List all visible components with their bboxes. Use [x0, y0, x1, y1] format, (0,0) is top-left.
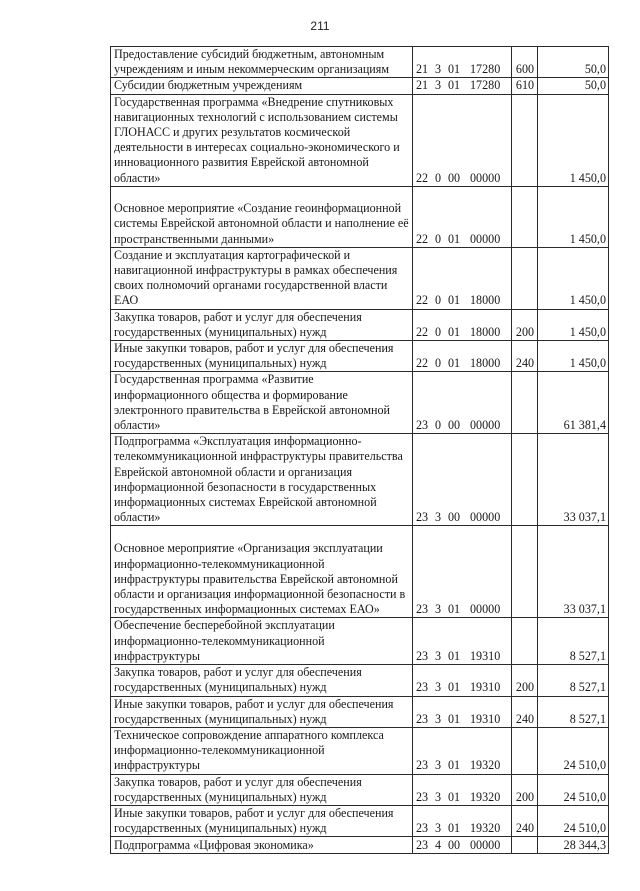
row-expense-type: 240 — [512, 805, 538, 836]
table-row — [111, 618, 609, 665]
row-code-part: 3 — [435, 821, 442, 836]
row-sum: 24 510,0 — [538, 727, 609, 774]
row-code-part: 4 — [435, 838, 442, 853]
row-expense-type — [512, 618, 538, 665]
row-sum: 33 037,1 — [538, 434, 609, 526]
row-code-part: 00000 — [470, 838, 501, 853]
table-row — [111, 526, 609, 618]
row-code-part: 00 — [448, 838, 461, 853]
row-code-part: 0 — [435, 418, 442, 433]
row-code — [413, 526, 512, 618]
table-row — [111, 837, 609, 854]
row-code-part: 23 — [416, 758, 429, 773]
row-code-part: 3 — [435, 648, 442, 663]
row-code-part: 17280 — [470, 62, 501, 77]
row-code-part: 01 — [448, 789, 461, 804]
row-name: Подпрограмма «Цифровая экономика» — [111, 837, 413, 854]
row-code-part: 18000 — [470, 293, 501, 308]
row-expense-type: 600 — [512, 47, 538, 78]
row-name: Иные закупки товаров, работ и услуг для обеспечения государственных (муниципальных) нужд — [111, 805, 413, 836]
row-code-part: 3 — [435, 680, 442, 695]
table-row — [111, 372, 609, 434]
table-row — [111, 341, 609, 372]
row-name: Основное мероприятие «Создание геоинформационной системы Еврейской автономной области и наполнение её пространственными данными» — [111, 186, 413, 247]
row-sum: 8 527,1 — [538, 696, 609, 727]
row-code — [413, 341, 512, 372]
row-code-part: 22 — [416, 231, 429, 246]
row-code-part: 3 — [435, 711, 442, 726]
row-code-part: 3 — [435, 789, 442, 804]
row-code-part: 23 — [416, 838, 429, 853]
row-sum: 24 510,0 — [538, 805, 609, 836]
row-code-part: 22 — [416, 293, 429, 308]
row-expense-type — [512, 434, 538, 526]
row-code — [413, 618, 512, 665]
row-name: Закупка товаров, работ и услуг для обеспечения государственных (муниципальных) нужд — [111, 309, 413, 340]
budget-table-body — [111, 47, 609, 854]
row-expense-type — [512, 526, 538, 618]
row-code-part: 21 — [416, 78, 429, 93]
row-code-part: 17280 — [470, 78, 501, 93]
row-expense-type — [512, 186, 538, 247]
row-code — [413, 47, 512, 78]
row-code-part: 01 — [448, 324, 461, 339]
row-code-part: 19310 — [470, 711, 501, 726]
row-name: Закупка товаров, работ и услуг для обеспечения государственных (муниципальных) нужд — [111, 665, 413, 696]
row-sum: 61 381,4 — [538, 372, 609, 434]
row-code — [413, 727, 512, 774]
row-code-part: 3 — [435, 62, 442, 77]
row-code-part: 00000 — [470, 510, 501, 525]
row-code-part: 23 — [416, 711, 429, 726]
row-code-part: 0 — [435, 293, 442, 308]
row-code-part: 0 — [435, 356, 442, 371]
table-row — [111, 727, 609, 774]
row-name: Субсидии бюджетным учреждениям — [111, 78, 413, 94]
row-code-part: 18000 — [470, 356, 501, 371]
row-sum: 1 450,0 — [538, 186, 609, 247]
row-code-part: 00 — [448, 418, 461, 433]
row-name: Иные закупки товаров, работ и услуг для обеспечения государственных (муниципальных) нужд — [111, 696, 413, 727]
row-code-part: 01 — [448, 602, 461, 617]
row-code — [413, 78, 512, 94]
row-code-part: 0 — [435, 231, 442, 246]
row-code-part: 23 — [416, 602, 429, 617]
row-code-part: 01 — [448, 62, 461, 77]
row-expense-type — [512, 94, 538, 186]
row-code — [413, 186, 512, 247]
row-expense-type: 240 — [512, 696, 538, 727]
budget-table — [110, 46, 609, 854]
row-code — [413, 837, 512, 854]
table-row — [111, 94, 609, 186]
row-code-part: 01 — [448, 711, 461, 726]
row-expense-type: 610 — [512, 78, 538, 94]
row-name: Закупка товаров, работ и услуг для обеспечения государственных (муниципальных) нужд — [111, 774, 413, 805]
row-code-part: 00000 — [470, 231, 501, 246]
row-expense-type — [512, 837, 538, 854]
table-row — [111, 774, 609, 805]
row-code-part: 19320 — [470, 821, 501, 836]
page-number: 211 — [310, 19, 330, 33]
row-code-part: 23 — [416, 821, 429, 836]
table-row — [111, 805, 609, 836]
row-sum: 33 037,1 — [538, 526, 609, 618]
row-sum: 50,0 — [538, 47, 609, 78]
row-code-part: 3 — [435, 510, 442, 525]
table-row — [111, 47, 609, 78]
row-code-part: 23 — [416, 789, 429, 804]
row-code-part: 23 — [416, 680, 429, 695]
row-sum: 1 450,0 — [538, 341, 609, 372]
row-code — [413, 372, 512, 434]
row-code-part: 23 — [416, 510, 429, 525]
table-row — [111, 247, 609, 309]
row-code-part: 00 — [448, 510, 461, 525]
row-code — [413, 696, 512, 727]
row-code — [413, 665, 512, 696]
row-expense-type: 200 — [512, 309, 538, 340]
table-row — [111, 696, 609, 727]
row-code-part: 3 — [435, 602, 442, 617]
row-code-part: 22 — [416, 324, 429, 339]
row-sum: 28 344,3 — [538, 837, 609, 854]
table-row — [111, 78, 609, 94]
row-code — [413, 774, 512, 805]
row-code-part: 01 — [448, 356, 461, 371]
row-code-part: 23 — [416, 418, 429, 433]
row-code-part: 22 — [416, 356, 429, 371]
row-sum: 1 450,0 — [538, 309, 609, 340]
row-name: Государственная программа «Развитие информационного общества и формирование электронного правительства в Еврейской автономной области» — [111, 372, 413, 434]
row-code-part: 21 — [416, 62, 429, 77]
row-code-part: 01 — [448, 293, 461, 308]
row-code-part: 0 — [435, 324, 442, 339]
row-sum: 1 450,0 — [538, 94, 609, 186]
table-row — [111, 434, 609, 526]
row-code-part: 19320 — [470, 789, 501, 804]
row-code-part: 00000 — [470, 170, 501, 185]
row-name: Предоставление субсидий бюджетным, автономным учреждениям и иным некоммерческим организациям — [111, 47, 413, 78]
row-expense-type — [512, 372, 538, 434]
row-code-part: 01 — [448, 78, 461, 93]
row-code-part: 22 — [416, 170, 429, 185]
row-code-part: 0 — [435, 170, 442, 185]
row-sum: 8 527,1 — [538, 665, 609, 696]
row-code-part: 01 — [448, 231, 461, 246]
row-sum: 50,0 — [538, 78, 609, 94]
row-code-part: 18000 — [470, 324, 501, 339]
table-row — [111, 665, 609, 696]
row-code-part: 19310 — [470, 680, 501, 695]
row-name: Обеспечение бесперебойной эксплуатации информационно-телекоммуникационной инфраструктуры — [111, 618, 413, 665]
row-expense-type — [512, 247, 538, 309]
row-code — [413, 434, 512, 526]
row-code — [413, 309, 512, 340]
row-code-part: 01 — [448, 680, 461, 695]
row-name: Техническое сопровождение аппаратного комплекса информационно-телекоммуникационной инфраструктуры — [111, 727, 413, 774]
row-name: Подпрограмма «Эксплуатация информационно-телекоммуникационной инфраструктуры правительства Еврейской автономной области и организация информационной безопасности в государственных информационных системах Еврейской автономной области» — [111, 434, 413, 526]
row-code-part: 19310 — [470, 648, 501, 663]
row-name: Государственная программа «Внедрение спутниковых навигационных технологий с использованием системы ГЛОНАСС и других результатов космической деятельности в интересах социально-экономического и инновационного развития Еврейской автономной области» — [111, 94, 413, 186]
row-name: Создание и эксплуатация картографической и навигационной инфраструктуры в рамках обеспечения своих полномочий органами государственной власти ЕАО — [111, 247, 413, 309]
row-code — [413, 94, 512, 186]
row-code-part: 00000 — [470, 602, 501, 617]
row-expense-type: 240 — [512, 341, 538, 372]
row-sum: 24 510,0 — [538, 774, 609, 805]
row-code — [413, 805, 512, 836]
row-expense-type — [512, 727, 538, 774]
row-code-part: 01 — [448, 758, 461, 773]
row-code-part: 23 — [416, 648, 429, 663]
row-code-part: 01 — [448, 821, 461, 836]
row-code-part: 00000 — [470, 418, 501, 433]
row-expense-type: 200 — [512, 774, 538, 805]
row-sum: 1 450,0 — [538, 247, 609, 309]
row-code-part: 01 — [448, 648, 461, 663]
row-name: Иные закупки товаров, работ и услуг для обеспечения государственных (муниципальных) нужд — [111, 341, 413, 372]
table-row — [111, 186, 609, 247]
row-code-part: 3 — [435, 78, 442, 93]
row-code-part: 00 — [448, 170, 461, 185]
row-code-part: 3 — [435, 758, 442, 773]
row-sum: 8 527,1 — [538, 618, 609, 665]
row-code — [413, 247, 512, 309]
row-name: Основное мероприятие «Организация эксплуатации информационно-телекоммуникационной инфраструктуры правительства Еврейской автономной области и организация информационной безопасности в государственных информационных системах ЕАО» — [111, 526, 413, 618]
table-row — [111, 309, 609, 340]
row-code-part: 19320 — [470, 758, 501, 773]
row-expense-type: 200 — [512, 665, 538, 696]
